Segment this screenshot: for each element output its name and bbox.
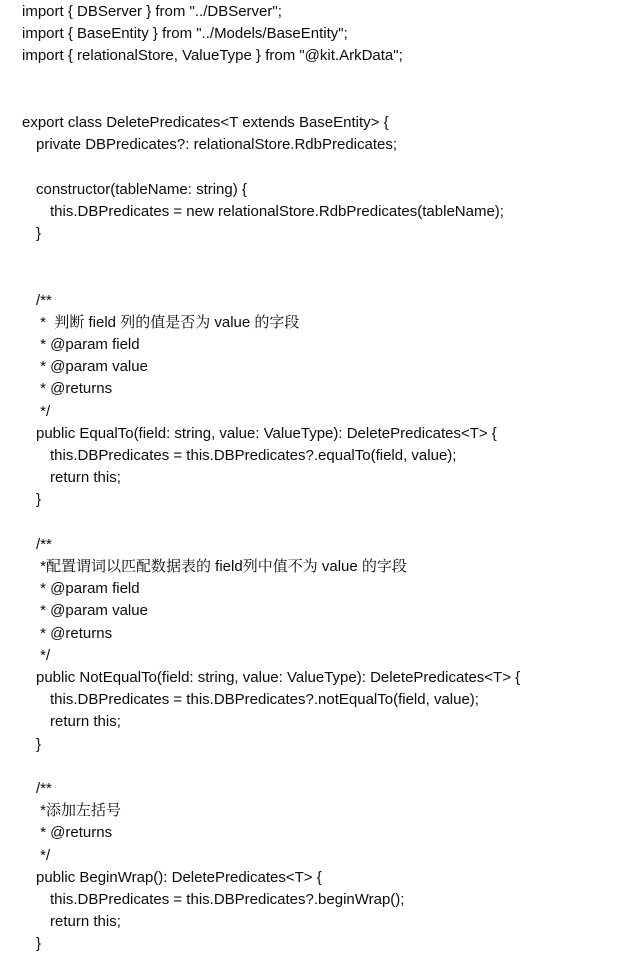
code-line: } [36, 491, 42, 509]
code-line: return this; [50, 469, 121, 487]
code-line [22, 267, 632, 289]
code-line: *添加左括号 [36, 802, 122, 820]
code-line: */ [36, 402, 51, 420]
code-line: /** [36, 535, 52, 553]
code-line: import { BaseEntity } from "../Models/BaseEntity"; [22, 25, 348, 43]
code-line: this.DBPredicates = this.DBPredicates?.beginWrap(); [50, 891, 405, 909]
code-line: return this; [50, 913, 121, 931]
code-line: } [36, 735, 42, 753]
code-line: * @param value [36, 602, 148, 620]
code-line: } [36, 935, 42, 953]
code-line: } [36, 224, 42, 242]
code-line: * @returns [36, 824, 113, 842]
code-line: import { DBServer } from "../DBServer"; [22, 3, 282, 20]
code-line: * 判断 field 列的值是否为 value 的字段 [36, 313, 300, 331]
code-line: constructor(tableName: string) { [36, 180, 247, 198]
code-line: public BeginWrap(): DeletePredicates<T> { [36, 868, 322, 886]
code-line: this.DBPredicates = this.DBPredicates?.notEqualTo(field, value); [50, 691, 479, 709]
code-line: */ [36, 846, 51, 864]
code-line [22, 90, 632, 112]
code-line: * @returns [36, 624, 113, 642]
code-line: /** [36, 780, 52, 797]
code-line: private DBPredicates?: relationalStore.RdbPredicates; [36, 136, 398, 154]
code-line: import { relationalStore, ValueType } from "@kit.ArkData"; [22, 47, 403, 65]
code-line [22, 156, 632, 178]
code-line: *配置谓词以匹配数据表的 field列中值不为 value 的字段 [36, 557, 407, 575]
code-line: public NotEqualTo(field: string, value: ValueType): DeletePredicates<T> { [36, 669, 521, 686]
code-line [22, 245, 632, 267]
code-line [22, 68, 632, 90]
code-line: /** [36, 291, 52, 309]
code-line: public EqualTo(field: string, value: ValueType): DeletePredicates<T> { [36, 424, 497, 442]
code-line: this.DBPredicates = this.DBPredicates?.equalTo(field, value); [50, 446, 457, 464]
code-line: return this; [50, 713, 121, 731]
code-line: export class DeletePredicates<T extends BaseEntity> { [22, 113, 389, 131]
code-line: * @returns [36, 380, 113, 398]
code-line: this.DBPredicates = new relationalStore.RdbPredicates(tableName); [50, 202, 504, 220]
code-line: * @param field [36, 335, 140, 353]
code-line: * @param value [36, 358, 148, 376]
code-line: * @param field [36, 580, 140, 598]
code-line [22, 756, 632, 778]
code-line [22, 512, 632, 534]
code-line: */ [36, 646, 51, 664]
